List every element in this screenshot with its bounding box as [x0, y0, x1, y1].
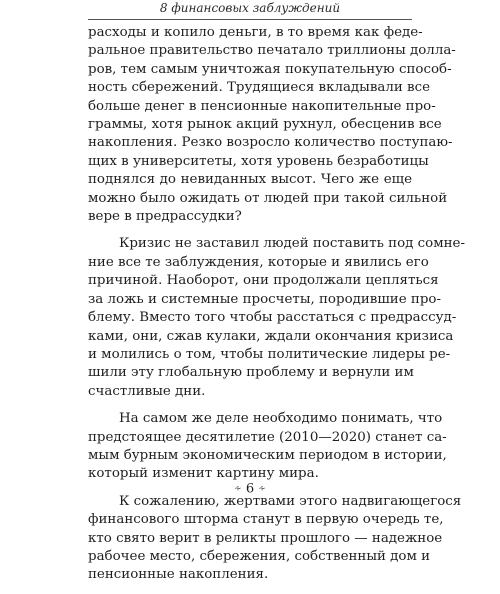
- text-line: счастливые дни.: [88, 383, 206, 399]
- ornament-left-icon: ∻: [234, 484, 242, 494]
- text-line: Кризис не заставил людей поставить под сомне-: [119, 236, 466, 252]
- text-line: финансового шторма станут в первую очередь те,: [88, 512, 444, 528]
- text-line: К сожалению, жертвами этого надвигающегося: [119, 493, 462, 509]
- text-line: причиной. Наоборот, они продолжали цепляться: [88, 273, 439, 289]
- text-line: кто свято верит в реликты прошлого — надежное: [88, 530, 443, 546]
- text-line: шили эту глобальную проблему и вернули им: [88, 365, 414, 381]
- text-line: пенсионные накопления.: [88, 567, 269, 583]
- running-title: 8 финансовых заблуждений: [159, 1, 341, 15]
- text-line: поднялся до невиданных высот. Чего же еще: [88, 172, 412, 188]
- text-line: ность сбережений. Трудящиеся вкладывали все: [88, 80, 431, 96]
- text-line: граммы, хотя рынок акций рухнул, обесценив все: [88, 117, 442, 133]
- text-line: расходы и копило деньги, в то время как феде-: [88, 25, 423, 40]
- text-line: за ложь и системные просчеты, породившие про-: [88, 291, 441, 307]
- paragraph: [88, 493, 462, 585]
- text-line: предстоящее десятилетие (2010—2020) станет са-: [88, 429, 447, 445]
- page-number: 6: [245, 481, 255, 497]
- text-line: и молились о том, чтобы политические лидеры ре-: [88, 346, 451, 362]
- text-line: больше денег в пенсионные накопительные про-: [88, 98, 436, 114]
- text-line: ние все те заблуждения, которые и явились его: [88, 254, 429, 270]
- text-line: мым бурным экономическим периодом в истории,: [88, 447, 447, 463]
- text-line: рабочее место, сбережения, собственный дом и: [88, 548, 431, 564]
- paragraph: [88, 24, 456, 226]
- header-rule: [88, 19, 412, 20]
- body-text: [88, 24, 466, 594]
- text-line: ральное правительство печатало триллионы долла-: [88, 43, 456, 59]
- text-line: ров, тем самым уничтожая покупательную способ-: [88, 61, 452, 77]
- text-line: который изменит картину мира.: [88, 466, 319, 482]
- paragraph: [88, 235, 466, 401]
- page-number-footer: [0, 481, 500, 498]
- paragraph: [88, 410, 447, 484]
- text-line: ками, они, сжав кулаки, ждали окончания кризиса: [88, 328, 454, 344]
- text-line: можно было ожидать от людей при такой сильной: [88, 190, 448, 206]
- text-line: вере в предрассудки?: [88, 209, 242, 225]
- text-line: На самом же деле необходимо понимать, что: [119, 411, 443, 427]
- ornament-right-icon: ∻: [258, 484, 266, 494]
- text-line: накопления. Резко возросло количество поступаю-: [88, 135, 453, 151]
- text-line: блему. Вместо того чтобы расстаться с предрассуд-: [88, 310, 457, 326]
- text-line: щих в университеты, хотя уровень безработицы: [88, 153, 429, 169]
